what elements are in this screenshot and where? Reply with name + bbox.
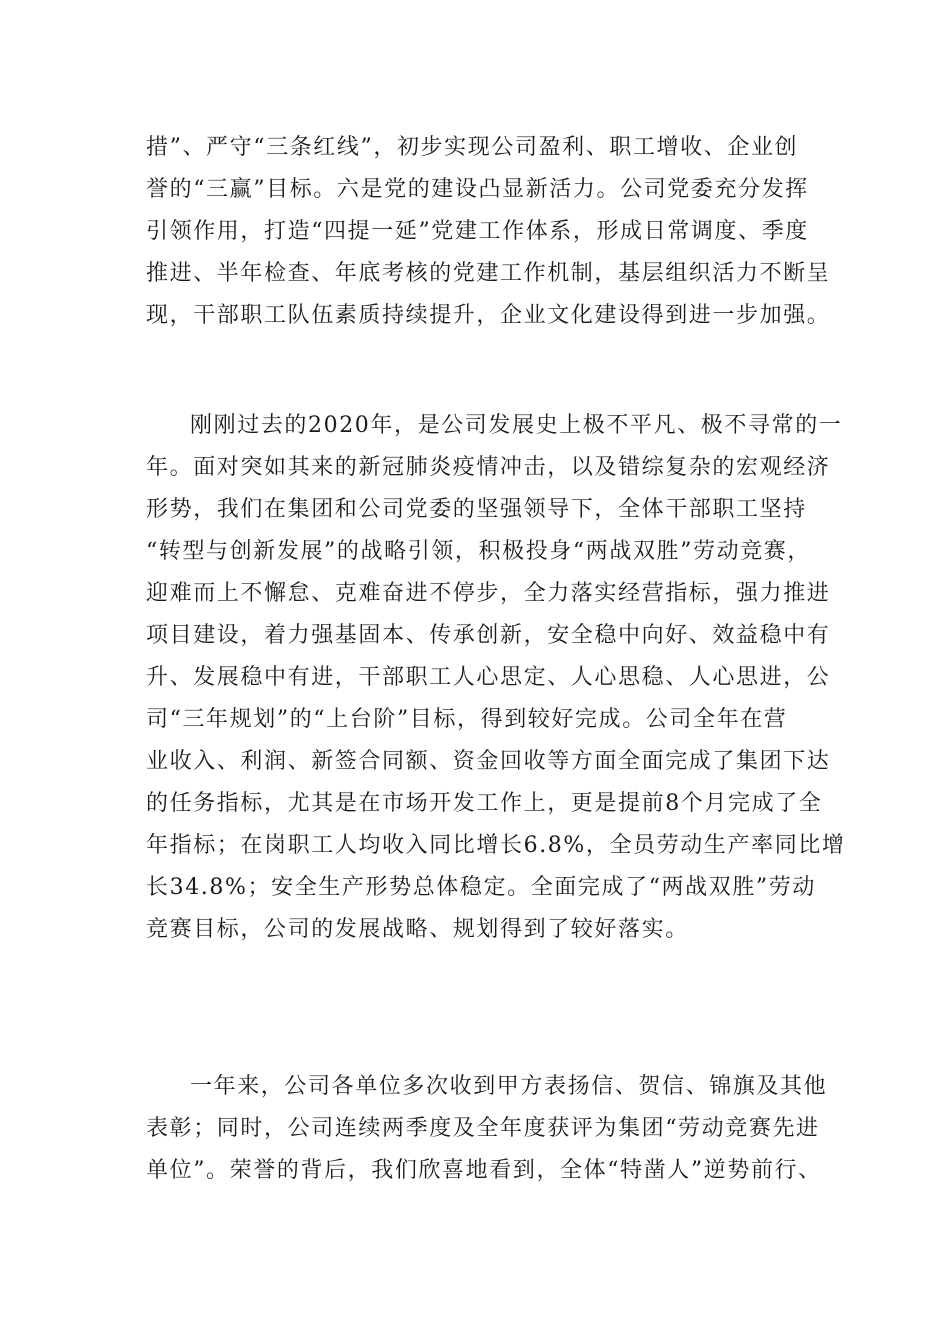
paragraph-line: “转型与创新发展”的战略引领，积极投身“两战双胜”劳动竞赛， [146,539,811,564]
paragraph-line: 刚刚过去的2020年，是公司发展史上极不平凡、极不寻常的一 [190,413,843,438]
paragraph-line: 现，干部职工队伍素质持续提升，企业文化建设得到进一步加强。 [146,303,831,328]
paragraph-line: 形势，我们在集团和公司党委的坚强领导下，全体干部职工坚持 [146,497,807,522]
paragraph-line: 的任务指标，尤其是在市场开发工作上，更是提前8个月完成了全 [146,791,823,816]
paragraph-line: 年指标；在岗职工人均收入同比增长6.8%，全员劳动生产率同比增 [146,833,846,858]
paragraph-line: 升、发展稳中有进，干部职工人心思定、人心思稳、人心思进，公 [146,665,831,690]
paragraph-2 [146,405,846,951]
paragraph-line: 引领作用，打造“四提一延”党建工作体系，形成日常调度、季度 [146,219,809,244]
paragraph-line: 一年来，公司各单位多次收到甲方表扬信、贺信、锦旗及其他 [190,1074,828,1099]
paragraph-line: 年。面对突如其来的新冠肺炎疫情冲击，以及错综复杂的宏观经济 [146,455,831,480]
paragraph-line: 措”、严守“三条红线”，初步实现公司盈利、职工增收、企业创 [146,135,799,160]
paragraph-line: 项目建设，着力强基固本、传承创新，安全稳中向好、效益稳中有 [146,623,831,648]
paragraph-line: 长34.8%；安全生产形势总体稳定。全面完成了“两战双胜”劳动 [146,875,816,900]
paragraph-line: 誉的“三赢”目标。六是党的建设凸显新活力。公司党委充分发挥 [146,177,809,202]
paragraph-1 [146,127,831,337]
paragraph-3 [146,1066,828,1192]
paragraph-line: 单位”。荣誉的背后，我们欣喜地看到，全体“特凿人”逆势前行、 [146,1158,822,1183]
paragraph-line: 推进、半年检查、年底考核的党建工作机制，基层组织活力不断呈 [146,261,831,286]
paragraph-line: 迎难而上不懈怠、克难奋进不停步，全力落实经营指标，强力推进 [146,581,831,606]
paragraph-line: 司“三年规划”的“上台阶”目标，得到较好完成。公司全年在营 [146,707,788,732]
paragraph-line: 表彰；同时，公司连续两季度及全年度获评为集团“劳动竞赛先进 [146,1116,820,1141]
paragraph-line: 业收入、利润、新签合同额、资金回收等方面全面完成了集团下达 [146,749,831,774]
paragraph-line: 竞赛目标，公司的发展战略、规划得到了较好落实。 [146,917,689,942]
